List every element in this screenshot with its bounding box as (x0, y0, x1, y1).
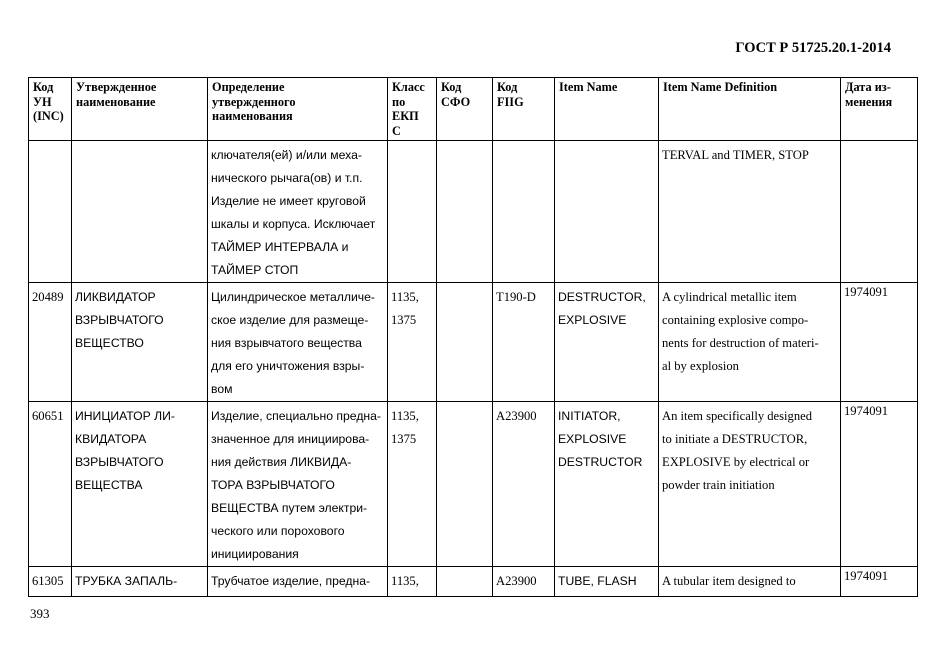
cell-line: T190-D (496, 290, 536, 304)
header-line: Item Name (559, 80, 618, 94)
definition-cell (208, 567, 388, 597)
cell-line: al by explosion (662, 359, 739, 373)
approved-name-cell (72, 567, 208, 597)
cell-line: 1135, (391, 574, 419, 588)
cell-line: ТАЙМЕР СТОП (211, 263, 299, 277)
header-line: Код (33, 80, 54, 94)
header-line: УН (33, 94, 52, 109)
header-change-date (841, 78, 918, 141)
header-approved-name (72, 78, 208, 141)
cell-line: EXPLOSIVE (558, 432, 627, 446)
table-row (29, 567, 918, 597)
definition-cell (208, 283, 388, 402)
header-line: Определение (212, 80, 285, 94)
fiig-cell (493, 141, 555, 283)
inc-cell (29, 141, 72, 283)
cell-line: 1375 (391, 432, 417, 446)
fiig-cell (493, 283, 555, 402)
header-line: Код (497, 80, 518, 94)
header-line: по (392, 94, 406, 109)
cell-line: ТРУБКА ЗАПАЛЬ- (75, 574, 178, 588)
inc-cell (29, 567, 72, 597)
approved-name-cell (72, 402, 208, 567)
cell-line: ЛИКВИДАТОР (75, 290, 156, 304)
fiig-cell (493, 567, 555, 597)
header-line: утвержденного (212, 94, 296, 109)
header-line: Код (441, 80, 462, 94)
cell-line: 61305 (32, 574, 64, 588)
cell-line: INITIATOR, (558, 409, 621, 423)
item-definition-cell (659, 283, 841, 402)
cell-line: TUBE, FLASH (558, 574, 637, 588)
approved-name-cell (72, 283, 208, 402)
header-item-name-definition (659, 78, 841, 141)
cell-line: ТОРА ВЗРЫВЧАТОГО (211, 478, 335, 492)
table-row (29, 141, 918, 283)
cell-line: Изделие не имеет круговой (211, 194, 366, 208)
cell-line: ВЗРЫВЧАТОГО (75, 455, 164, 469)
header-line: Класс (392, 80, 425, 94)
cell-line: ческого или порохового (211, 524, 345, 538)
cell-line: инициирования (211, 547, 299, 561)
sfo-cell (437, 283, 493, 402)
inc-cell (29, 402, 72, 567)
header-line: СФО (441, 94, 471, 109)
cell-line: 60651 (32, 409, 64, 423)
header-definition (208, 78, 388, 141)
item-name-cell (555, 283, 659, 402)
sfo-cell (437, 141, 493, 283)
cell-line: КВИДАТОРА (75, 432, 147, 446)
cell-line: DESTRUCTOR (558, 455, 643, 469)
cell-line: 1135, (391, 290, 419, 304)
cell-line: 1135, (391, 409, 419, 423)
item-name-cell (555, 567, 659, 597)
item-definition-cell (659, 567, 841, 597)
cell-line: A23900 (496, 574, 537, 588)
page-number: 393 (30, 606, 50, 621)
class-cell (388, 567, 437, 597)
class-cell (388, 402, 437, 567)
cell-line: DESTRUCTOR, (558, 290, 646, 304)
header-line: наименования (212, 109, 293, 123)
change-date-cell (841, 567, 918, 597)
class-cell (388, 141, 437, 283)
cell-line: ВЕЩЕСТВА (75, 478, 143, 492)
cell-line: Цилиндрическое металличе- (211, 290, 375, 304)
cell-line: вом (211, 382, 233, 396)
cell-line: шкалы и корпуса. Исключает (211, 217, 376, 231)
definition-cell (208, 141, 388, 283)
class-cell (388, 283, 437, 402)
header-fiig-code (493, 78, 555, 141)
cell-line: 1974091 (844, 569, 889, 583)
cell-line: 1974091 (844, 404, 889, 418)
header-line: Дата из- (845, 80, 891, 94)
cell-line: nents for destruction of materi- (662, 336, 819, 350)
cell-line: ВЕЩЕСТВА путем электри- (211, 501, 368, 515)
sfo-cell (437, 567, 493, 597)
header-inc (29, 78, 72, 141)
fiig-cell (493, 402, 555, 567)
cell-line: containing explosive compo- (662, 313, 809, 327)
catalog-table (28, 77, 918, 597)
cell-line: ское изделие для размеще- (211, 313, 369, 327)
item-name-cell (555, 141, 659, 283)
cell-line: ТАЙМЕР ИНТЕРВАЛА и (211, 240, 349, 254)
cell-line: EXPLOSIVE (558, 313, 627, 327)
cell-line: powder train initiation (662, 478, 775, 492)
header-line: С (392, 123, 401, 138)
inc-cell (29, 283, 72, 402)
change-date-cell (841, 283, 918, 402)
cell-line: значенное для инициирова- (211, 432, 370, 446)
cell-line: An item specifically designed (662, 409, 813, 423)
table-row (29, 283, 918, 402)
item-definition-cell (659, 402, 841, 567)
header-line: Утвержденное (76, 80, 157, 94)
cell-line: 1974091 (844, 285, 889, 299)
cell-line: ния взрывчатого вещества (211, 336, 362, 350)
change-date-cell (841, 402, 918, 567)
header-line: FIIG (497, 94, 524, 109)
change-date-cell (841, 141, 918, 283)
cell-line: Трубчатое изделие, предна- (211, 574, 371, 588)
sfo-cell (437, 402, 493, 567)
header-line: Item Name Definition (663, 80, 778, 94)
cell-line: ИНИЦИАТОР ЛИ- (75, 409, 175, 423)
item-name-cell (555, 402, 659, 567)
cell-line: 1375 (391, 313, 417, 327)
header-row (29, 78, 918, 141)
cell-line: A cylindrical metallic item (662, 290, 797, 304)
cell-line: TERVAL and TIMER, STOP (662, 148, 809, 162)
cell-line: ключателя(ей) и/или меха- (211, 148, 362, 162)
header-line: менения (845, 94, 893, 109)
header-line: ЕКП (392, 109, 419, 123)
approved-name-cell (72, 141, 208, 283)
cell-line: EXPLOSIVE by electrical or (662, 455, 810, 469)
cell-line: нического рычага(ов) и т.п. (211, 171, 363, 185)
header-item-name (555, 78, 659, 141)
document-code: ГОСТ Р 51725.20.1-2014 (735, 40, 891, 56)
cell-line: для его уничтожения взры- (211, 359, 365, 373)
cell-line: to initiate a DESTRUCTOR, (662, 432, 808, 446)
cell-line: ВЕЩЕСТВО (75, 336, 144, 350)
header-line: (INC) (33, 109, 64, 123)
header-sfo-code (437, 78, 493, 141)
cell-line: A tubular item designed to (662, 574, 796, 588)
definition-cell (208, 402, 388, 567)
cell-line: ВЗРЫВЧАТОГО (75, 313, 164, 327)
cell-line: A23900 (496, 409, 537, 423)
cell-line: ния действия ЛИКВИДА- (211, 455, 352, 469)
cell-line: Изделие, специально предна- (211, 409, 381, 423)
item-definition-cell (659, 141, 841, 283)
table-row (29, 402, 918, 567)
cell-line: 20489 (32, 290, 64, 304)
header-class (388, 78, 437, 141)
header-line: наименование (76, 94, 156, 109)
